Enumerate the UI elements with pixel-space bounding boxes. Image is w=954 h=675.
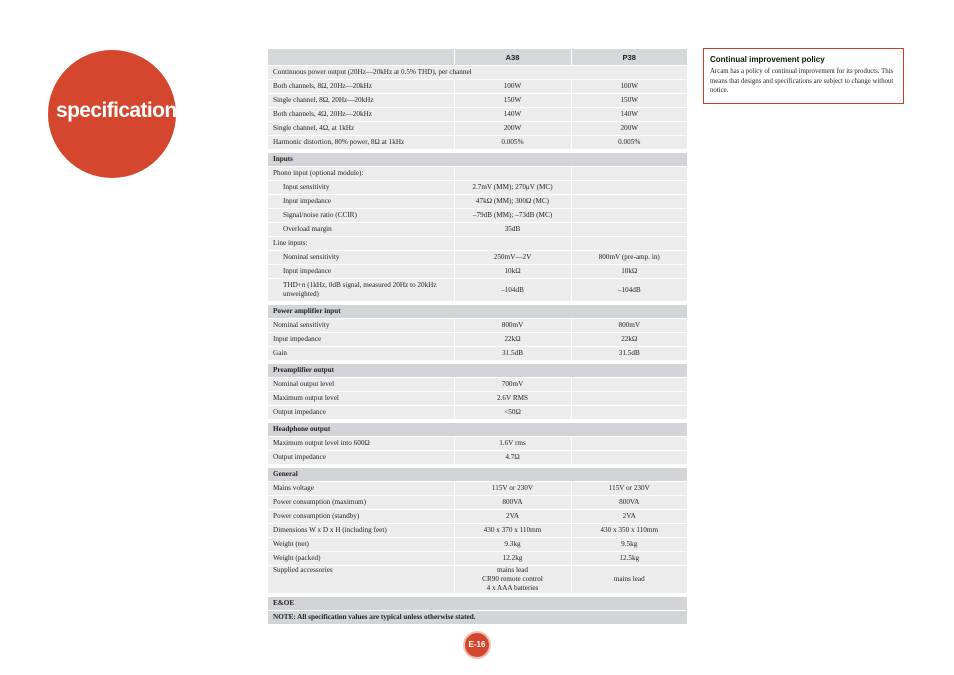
value-p38: 115V or 230V bbox=[571, 482, 687, 496]
value-p38 bbox=[571, 209, 687, 223]
table-row bbox=[268, 237, 687, 251]
row-label: Nominal output level bbox=[268, 378, 454, 392]
row-label: Single channel, 4Ω, at 1kHz bbox=[268, 122, 454, 136]
value-p38: 9.5kg bbox=[571, 538, 687, 552]
value-p38 bbox=[571, 195, 687, 209]
table-row bbox=[268, 319, 687, 333]
row-label: Overload margin bbox=[268, 223, 454, 237]
value-p38: 22kΩ bbox=[571, 333, 687, 347]
value-p38: 430 x 350 x 110mm bbox=[571, 524, 687, 538]
value-p38: 800mV (pre-amp. in) bbox=[571, 251, 687, 265]
value-p38: 31.5dB bbox=[571, 347, 687, 361]
value-p38: 0.005% bbox=[571, 136, 687, 150]
row-label: Harmonic distortion, 80% power, 8Ω at 1kHz bbox=[268, 136, 454, 150]
value-p38: 100W bbox=[571, 80, 687, 94]
row-label: Weight (packed) bbox=[268, 552, 454, 566]
value-p38: mains lead bbox=[571, 566, 687, 594]
value-a38: 150W bbox=[454, 94, 571, 108]
table-row bbox=[268, 108, 687, 122]
table-row bbox=[268, 209, 687, 223]
section-title: Power amplifier input bbox=[268, 305, 687, 319]
value-p38 bbox=[571, 378, 687, 392]
value-a38: 250mV—2V bbox=[454, 251, 571, 265]
value-a38: 100W bbox=[454, 80, 571, 94]
row-label: Phono input (optional module): bbox=[268, 167, 454, 181]
value-a38: 47kΩ (MM); 300Ω (MC) bbox=[454, 195, 571, 209]
table-row bbox=[268, 451, 687, 465]
section-title: Headphone output bbox=[268, 423, 687, 437]
value-a38: 2.7mV (MM); 270μV (MC) bbox=[454, 181, 571, 195]
header-a38: A38 bbox=[454, 49, 571, 66]
row-label: Mains voltage bbox=[268, 482, 454, 496]
value-a38: 10kΩ bbox=[454, 265, 571, 279]
row-label: Nominal sensitivity bbox=[268, 319, 454, 333]
row-label: Input sensitivity bbox=[268, 181, 454, 195]
value-a38: –104dB bbox=[454, 279, 571, 302]
header-blank bbox=[268, 49, 454, 66]
row-label: Input impedance bbox=[268, 195, 454, 209]
value-a38: 115V or 230V bbox=[454, 482, 571, 496]
spec-table bbox=[268, 49, 687, 625]
section-header-row bbox=[268, 611, 687, 625]
row-label: Weight (net) bbox=[268, 538, 454, 552]
value-p38 bbox=[571, 437, 687, 451]
row-label: Input impedance bbox=[268, 265, 454, 279]
row-label: Maximum output level bbox=[268, 392, 454, 406]
policy-text: Arcam has a policy of continual improvement for its products. This means that designs and specifications are subject to change without notice. bbox=[710, 68, 894, 94]
value-a38: 12.2kg bbox=[454, 552, 571, 566]
table-row bbox=[268, 122, 687, 136]
value-a38: 4.7Ω bbox=[454, 451, 571, 465]
table-row bbox=[268, 223, 687, 237]
value-a38: 430 x 370 x 110mm bbox=[454, 524, 571, 538]
row-label: Input impedance bbox=[268, 333, 454, 347]
value-p38: –104dB bbox=[571, 279, 687, 302]
value-a38: 800mV bbox=[454, 319, 571, 333]
value-a38: 140W bbox=[454, 108, 571, 122]
value-p38 bbox=[571, 237, 687, 251]
value-a38: <50Ω bbox=[454, 406, 571, 420]
table-row bbox=[268, 406, 687, 420]
row-label: Power consumption (standby) bbox=[268, 510, 454, 524]
section-title: General bbox=[268, 468, 687, 482]
policy-title: Continual improvement policy bbox=[710, 55, 825, 64]
table-row bbox=[268, 347, 687, 361]
value-a38: 800VA bbox=[454, 496, 571, 510]
value-p38 bbox=[571, 167, 687, 181]
section-header-row bbox=[268, 153, 687, 167]
value-p38: 200W bbox=[571, 122, 687, 136]
table-row bbox=[268, 181, 687, 195]
value-a38 bbox=[454, 237, 571, 251]
table-row bbox=[268, 251, 687, 265]
header-p38: P38 bbox=[571, 49, 687, 66]
table-row bbox=[268, 94, 687, 108]
section-header-row bbox=[268, 364, 687, 378]
value-p38: 800VA bbox=[571, 496, 687, 510]
value-a38: 2.6V RMS bbox=[454, 392, 571, 406]
value-a38: 35dB bbox=[454, 223, 571, 237]
table-header-row bbox=[268, 49, 687, 66]
value-a38 bbox=[454, 167, 571, 181]
row-label: Line inputs: bbox=[268, 237, 454, 251]
value-p38 bbox=[571, 223, 687, 237]
table-row bbox=[268, 195, 687, 209]
table-row bbox=[268, 66, 687, 80]
value-a38: 200W bbox=[454, 122, 571, 136]
row-label: THD+n (1kHz, 0dB signal, measured 20Hz to 20kHz unweighted) bbox=[268, 279, 454, 302]
table-row bbox=[268, 167, 687, 181]
value-p38: 150W bbox=[571, 94, 687, 108]
section-header-row bbox=[268, 597, 687, 611]
value-p38: 800mV bbox=[571, 319, 687, 333]
row-label: Both channels, 8Ω, 20Hz—20kHz bbox=[268, 80, 454, 94]
value-p38 bbox=[571, 406, 687, 420]
table-row bbox=[268, 437, 687, 451]
section-header-row bbox=[268, 305, 687, 319]
table-row bbox=[268, 333, 687, 347]
value-p38 bbox=[571, 181, 687, 195]
row-label: Single channel, 8Ω, 20Hz—20kHz bbox=[268, 94, 454, 108]
value-a38: 1.6V rms bbox=[454, 437, 571, 451]
section-title: NOTE: All specification values are typical unless otherwise stated. bbox=[268, 611, 687, 625]
value-a38: mains lead CR90 remote control 4 x AAA batteries bbox=[454, 566, 571, 594]
section-badge bbox=[48, 50, 188, 178]
table-row bbox=[268, 265, 687, 279]
section-title: Preamplifier output bbox=[268, 364, 687, 378]
row-label: Maximum output level into 600Ω bbox=[268, 437, 454, 451]
section-title: E&OE bbox=[268, 597, 687, 611]
value-a38: 31.5dB bbox=[454, 347, 571, 361]
row-label: Nominal sensitivity bbox=[268, 251, 454, 265]
value-p38: 2VA bbox=[571, 510, 687, 524]
table-row bbox=[268, 136, 687, 150]
section-header-row bbox=[268, 468, 687, 482]
table-row bbox=[268, 538, 687, 552]
row-label: Gain bbox=[268, 347, 454, 361]
value-a38: 22kΩ bbox=[454, 333, 571, 347]
table-row bbox=[268, 279, 687, 302]
value-p38: 12.5kg bbox=[571, 552, 687, 566]
page-number: E-16 bbox=[463, 631, 491, 659]
policy-box bbox=[703, 48, 904, 104]
row-label: Output impedance bbox=[268, 451, 454, 465]
section-header-row bbox=[268, 423, 687, 437]
table-row bbox=[268, 392, 687, 406]
row-label: Dimensions W x D x H (including feet) bbox=[268, 524, 454, 538]
table-row bbox=[268, 552, 687, 566]
page-heading: specifications bbox=[56, 99, 188, 122]
value-a38: 2VA bbox=[454, 510, 571, 524]
table-row bbox=[268, 482, 687, 496]
value-p38 bbox=[571, 392, 687, 406]
value-a38: 0.005% bbox=[454, 136, 571, 150]
row-label: Both channels, 4Ω, 20Hz—20kHz bbox=[268, 108, 454, 122]
value-p38: 140W bbox=[571, 108, 687, 122]
table-row bbox=[268, 524, 687, 538]
value-a38: 700mV bbox=[454, 378, 571, 392]
row-label: Supplied accessories bbox=[268, 566, 454, 594]
table-row bbox=[268, 496, 687, 510]
table-row bbox=[268, 566, 687, 594]
table-row bbox=[268, 378, 687, 392]
table-row bbox=[268, 510, 687, 524]
row-label: Power consumption (maximum) bbox=[268, 496, 454, 510]
section-title: Inputs bbox=[268, 153, 687, 167]
row-label: Continuous power output (20Hz—20kHz at 0.5% THD), per channel bbox=[268, 66, 687, 80]
value-a38: 9.3kg bbox=[454, 538, 571, 552]
value-a38: –79dB (MM); –73dB (MC) bbox=[454, 209, 571, 223]
row-label: Signal/noise ratio (CCIR) bbox=[268, 209, 454, 223]
value-p38 bbox=[571, 451, 687, 465]
table-row bbox=[268, 80, 687, 94]
value-p38: 10kΩ bbox=[571, 265, 687, 279]
row-label: Output impedance bbox=[268, 406, 454, 420]
